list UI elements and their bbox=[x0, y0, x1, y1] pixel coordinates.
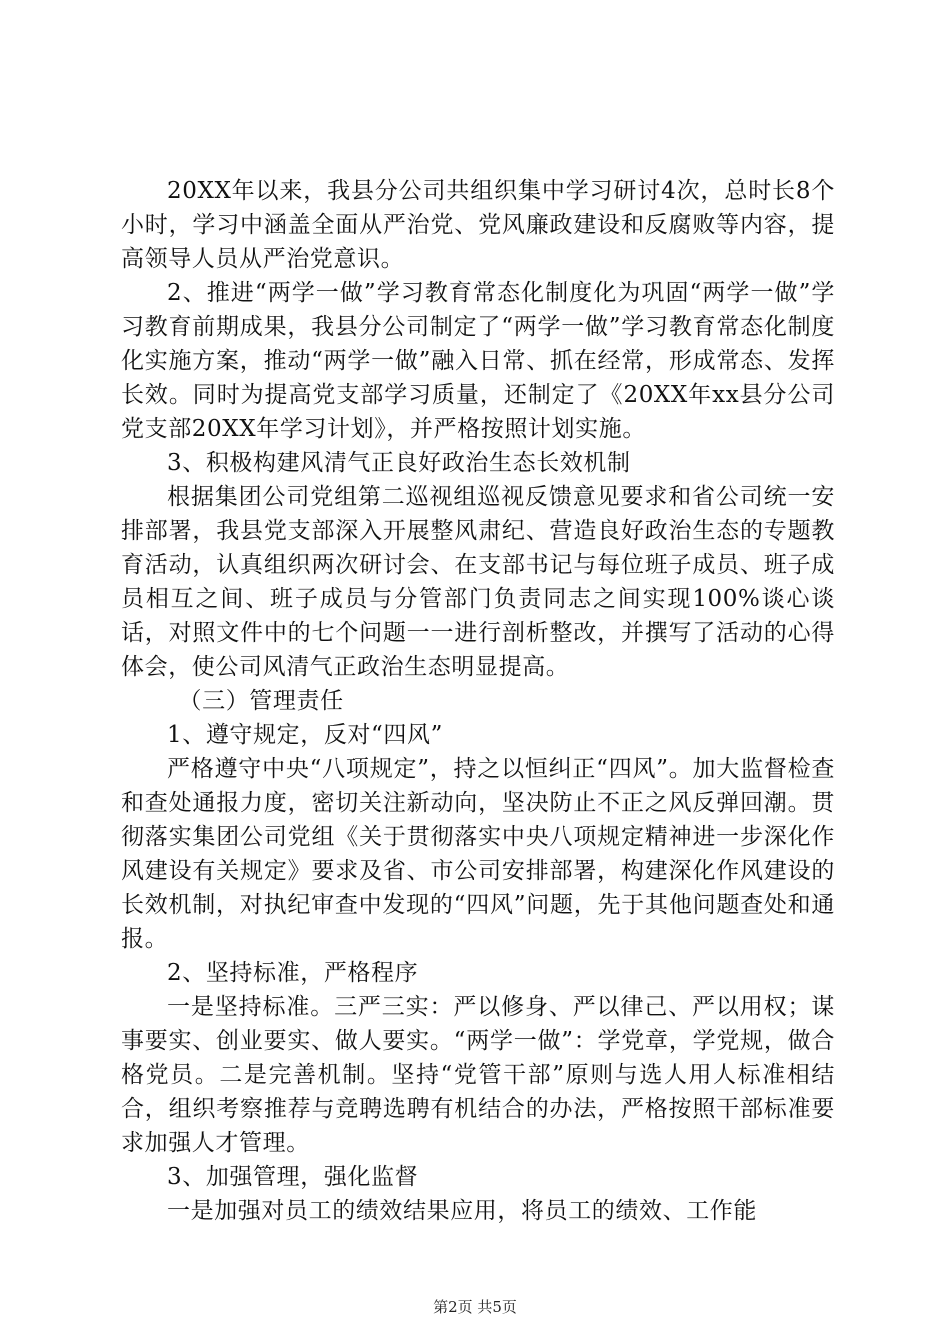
paragraph-inspection-feedback: 根据集团公司党组第二巡视组巡视反馈意见要求和省公司统一安排部署，我县党支部深入开展整风肃纪、营造良好政治生态的专题教育活动，认真组织两次研讨会、在支部书记与每位班子成员、班子成员相互之间、班子成员与分管部门负责同志之间实现100%谈心谈话，对照文件中的七个问题一一进行剖析整改，并撰写了活动的心得体会，使公司风清气正政治生态明显提高。 bbox=[121, 484, 835, 680]
paragraph-eight-regulations: 严格遵守中央“八项规定”，持之以恒纠正“四风”。加大监督检查和查处通报力度，密切关注新动向，坚决防止不正之风反弹回潮。贯彻落实集团公司党组《关于贯彻落实中央八项规定精神进一步深化作风建设有关规定》要求及省、市公司安排部署，构建深化作风建设的长效机制，对执纪审查中发现的“四风”问题，先于其他问题查处和通报。 bbox=[121, 756, 835, 952]
heading-standards-procedures: 2、坚持标准，严格程序 bbox=[167, 960, 419, 986]
paragraph-performance: 一是加强对员工的绩效结果应用，将员工的绩效、工作能 bbox=[167, 1198, 757, 1224]
document-body bbox=[121, 174, 835, 1228]
paragraph-two-study-one-do: 2、推进“两学一做”学习教育常态化制度化为巩固“两学一做”学习教育前期成果，我县分公司制定了“两学一做”学习教育常态化制度化实施方案，推动“两学一做”融入日常、抓在经常，形成常态、发挥长效。同时为提高党支部学习质量，还制定了《20XX年xx县分公司党支部20XX年学习计划》，并严格按照计划实施。 bbox=[121, 280, 835, 442]
heading-management-supervision: 3、加强管理，强化监督 bbox=[167, 1164, 419, 1190]
heading-management-responsibility: （三）管理责任 bbox=[178, 688, 344, 714]
page-footer: 第2页 共5页 bbox=[433, 1298, 517, 1316]
paragraph-study-summary: 20XX年以来，我县分公司共组织集中学习研讨4次，总时长8个小时，学习中涵盖全面从严治党、党风廉政建设和反腐败等内容，提高领导人员从严治党意识。 bbox=[121, 178, 835, 272]
heading-follow-rules: 1、遵守规定，反对“四风” bbox=[167, 722, 443, 748]
paragraph-standards-mechanism: 一是坚持标准。三严三实：严以修身、严以律己、严以用权；谋事要实、创业要实、做人要实。“两学一做”：学党章，学党规，做合格党员。二是完善机制。坚持“党管干部”原则与选人用人标准相结合，组织考察推荐与竞聘选聘有机结合的办法，严格按照干部标准要求加强人才管理。 bbox=[121, 994, 835, 1156]
heading-political-ecology: 3、积极构建风清气正良好政治生态长效机制 bbox=[167, 450, 631, 476]
